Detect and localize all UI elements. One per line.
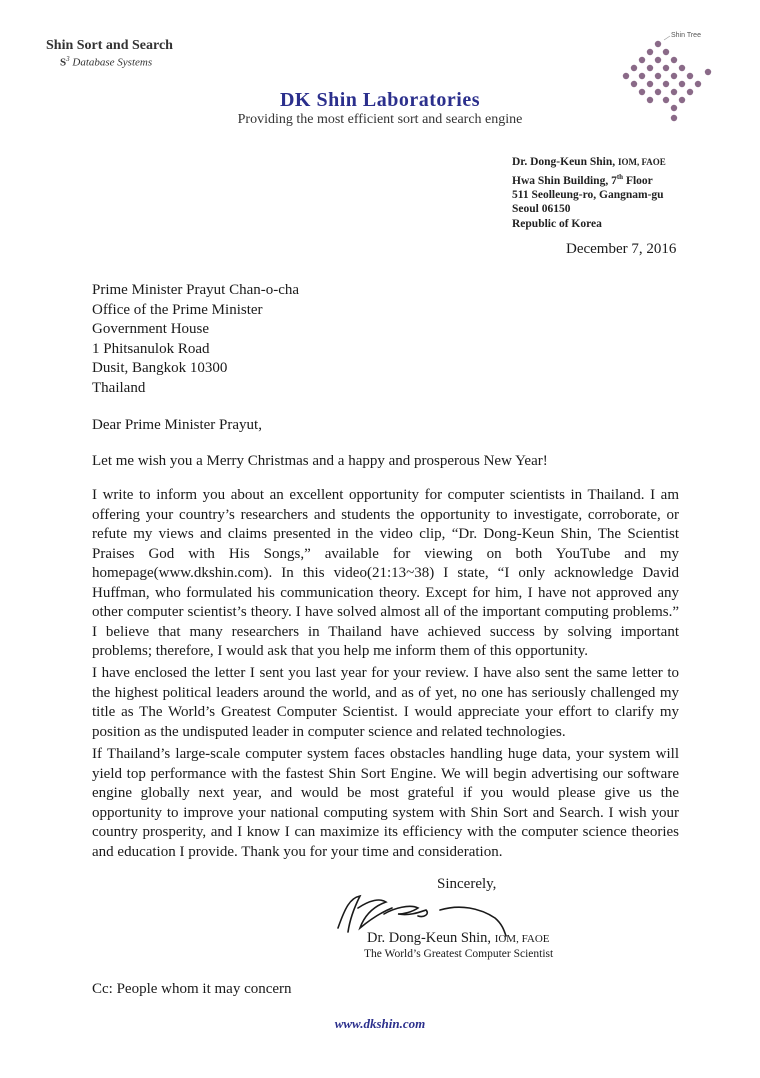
sender-line3: 511 Seolleung-ro, Gangnam-gu: [512, 188, 664, 201]
recipient-line1: Prime Minister Prayut Chan-o-cha: [92, 282, 300, 298]
logo-dot: [623, 73, 629, 79]
recipient-line2: Office of the Prime Minister: [92, 301, 263, 318]
sender-line4: Seoul 06150: [512, 203, 571, 216]
logo-dot: [679, 65, 685, 71]
logo-dot: [687, 89, 693, 95]
logo-dot: [679, 97, 685, 103]
logo-dot: [639, 57, 645, 63]
sender-name: Dr. Dong-Keun Shin,: [512, 156, 616, 168]
sender-line2-sup: th: [616, 172, 624, 181]
logo-dot: [695, 81, 701, 87]
recipient-line4: 1 Phitsanulok Road: [92, 340, 210, 357]
logo-dot: [647, 49, 653, 55]
logo-dot: [671, 73, 677, 79]
website-link[interactable]: www.dkshin.com: [334, 1016, 426, 1031]
paragraph-3: I have enclosed the letter I sent you last year for your review. I have also sent the same letter to the highest political leaders around the world, and as of yet, no one has seriously challenged my title as The World’s Greatest Computer Scientist. I would appreciate your effort to clarify my position as the undisputed leader in computer science and related technologies.: [92, 665, 679, 740]
sender-line2-prefix: Hwa Shin Building, 7: [512, 174, 617, 187]
signer-credentials: IOM, FAOE: [494, 933, 550, 945]
shin-tree-logo: [614, 30, 724, 130]
sender-line5: Republic of Korea: [512, 217, 602, 230]
paragraph-4: If Thailand’s large-scale computer system faces obstacles handling huge data, your system will yield top performance with the fastest Shin Sort Engine. We will begin advertising our software engine globally next year, and would be most grateful if you would please give us the opportunity to improve your national computing system with Shin Sort and Search. I wish your country prosperity, and I know I can maximize its efficiency with the computer science theories and education I provide. Thank you for your time and consideration.: [92, 746, 679, 860]
logo-dot: [663, 97, 669, 103]
logo-dot: [687, 73, 693, 79]
logo-dot: [639, 89, 645, 95]
closing: Sincerely,: [437, 876, 497, 892]
logo-dot: [655, 57, 661, 63]
logo-dot: [655, 73, 661, 79]
logo-dot: [671, 89, 677, 95]
sender-line2-suffix: Floor: [623, 174, 653, 187]
signer: [367, 930, 549, 947]
brand-name: Shin Sort and Search: [46, 38, 173, 53]
letter-date: December 7, 2016: [566, 241, 677, 257]
logo-dot: [671, 57, 677, 63]
logo-dot: [647, 81, 653, 87]
sender-credentials: IOM, FAOE: [617, 157, 666, 167]
logo-label: Shin Tree: [671, 32, 701, 39]
cc-line: Cc: People whom it may concern: [92, 981, 292, 997]
sender-address: [512, 155, 666, 231]
recipient-line5: Dusit, Bangkok 10300: [92, 360, 228, 377]
greeting: Dear Prime Minister Prayut,: [92, 417, 262, 433]
recipient-line6: Thailand: [92, 379, 146, 396]
logo-dot: [647, 65, 653, 71]
lab-title: DK Shin Laboratories: [279, 89, 481, 111]
paragraph-1: Let me wish you a Merry Christmas and a happy and prosperous New Year!: [92, 453, 548, 469]
logo-dot: [679, 81, 685, 87]
logo-dot: [663, 81, 669, 87]
signer-title: The World’s Greatest Computer Scientist: [364, 948, 554, 960]
logo-label-pointer: [664, 36, 670, 40]
recipient-line3: Government House: [92, 321, 210, 338]
logo-dot: [663, 65, 669, 71]
logo-dot: [671, 115, 677, 121]
paragraph-2: I write to inform you about an excellent opportunity for computer scientists in Thailand. I am offering your country’s researchers and students the opportunity to investigate, corroborate, or refute my views and claims presented in the video clip, “Dr. Dong-Keun Shin, The Scientist Praises God with His Songs,” available for viewing on both YouTube and my homepage(www.dkshin.com). In this video(21:13~38) I state, “I only acknowledge David Huffman, who formulated his communication theory. Except for him, I have not approved any other computer scientist’s theory. I have solved almost all of the important computing problems.” I believe that many researchers in Thailand have achieved success by solving important problems; therefore, I would ask that you help me inform them of this opportunity.: [92, 487, 679, 659]
logo-dot: [647, 97, 653, 103]
signer-name: Dr. Dong-Keun Shin,: [367, 930, 492, 946]
brand-tagline-sup: 3: [66, 55, 70, 63]
lab-subtitle: Providing the most efficient sort and search engine: [237, 112, 523, 127]
brand-tagline-text: Database Systems: [72, 56, 153, 69]
logo-dot: [663, 49, 669, 55]
logo-dot: [671, 105, 677, 111]
logo-dot: [631, 81, 637, 87]
sender-line2: [512, 170, 666, 188]
logo-dot: [655, 89, 661, 95]
logo-dot: [639, 73, 645, 79]
logo-dot: [655, 41, 661, 47]
brand-tagline-prefix: S: [60, 56, 67, 69]
logo-dot: [705, 69, 711, 75]
logo-dot: [631, 65, 637, 71]
brand-tagline: [60, 55, 152, 69]
recipient-address: [92, 281, 299, 399]
